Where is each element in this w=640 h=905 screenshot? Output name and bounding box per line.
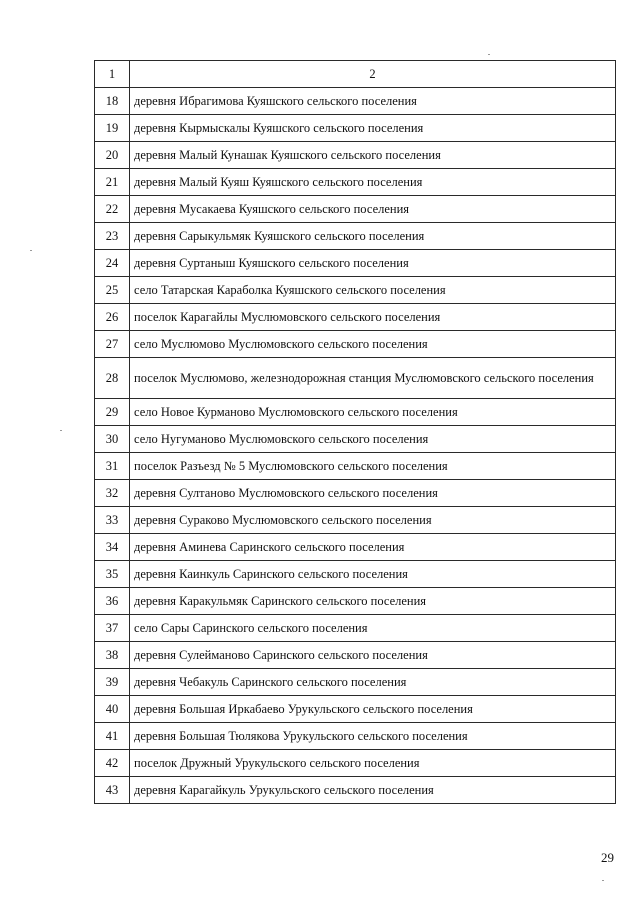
- row-number-cell: 24: [95, 250, 130, 277]
- table-row: [95, 750, 616, 777]
- settlement-name-cell: деревня Малый Кунашак Куяшского сельского поселения: [130, 142, 616, 169]
- table-row: [95, 196, 616, 223]
- table-header-row: [95, 61, 616, 88]
- row-number-cell: 35: [95, 561, 130, 588]
- row-number-cell: 40: [95, 696, 130, 723]
- settlement-name-cell: деревня Сураково Муслюмовского сельского поселения: [130, 507, 616, 534]
- settlement-name-cell: поселок Разъезд № 5 Муслюмовского сельского поселения: [130, 453, 616, 480]
- settlement-name-cell: деревня Сарыкульмяк Куяшского сельского поселения: [130, 223, 616, 250]
- row-number-cell: 36: [95, 588, 130, 615]
- settlement-name-cell: деревня Суртаныш Куяшского сельского поселения: [130, 250, 616, 277]
- row-number-cell: 43: [95, 777, 130, 804]
- settlement-name-cell: деревня Каракульмяк Саринского сельского поселения: [130, 588, 616, 615]
- table-row: [95, 588, 616, 615]
- row-number-cell: 27: [95, 331, 130, 358]
- table-row: [95, 169, 616, 196]
- table-row: [95, 642, 616, 669]
- row-number-cell: 42: [95, 750, 130, 777]
- table-row: [95, 88, 616, 115]
- table-row: [95, 507, 616, 534]
- settlement-name-cell: село Новое Курманово Муслюмовского сельского поселения: [130, 399, 616, 426]
- row-number-cell: 33: [95, 507, 130, 534]
- settlement-name-cell: деревня Султаново Муслюмовского сельского поселения: [130, 480, 616, 507]
- table-row: [95, 331, 616, 358]
- settlement-name-cell: деревня Мусакаева Куяшского сельского поселения: [130, 196, 616, 223]
- table-row: [95, 399, 616, 426]
- row-number-cell: 21: [95, 169, 130, 196]
- settlement-name-cell: село Татарская Караболка Куяшского сельского поселения: [130, 277, 616, 304]
- header-cell-name: 2: [130, 61, 616, 88]
- settlement-name-cell: деревня Чебакуль Саринского сельского поселения: [130, 669, 616, 696]
- table-row: [95, 426, 616, 453]
- row-number-cell: 37: [95, 615, 130, 642]
- settlement-name-cell: село Нугуманово Муслюмовского сельского поселения: [130, 426, 616, 453]
- table-row: [95, 480, 616, 507]
- settlement-name-cell: деревня Каинкуль Саринского сельского поселения: [130, 561, 616, 588]
- row-number-cell: 34: [95, 534, 130, 561]
- row-number-cell: 20: [95, 142, 130, 169]
- row-number-cell: 38: [95, 642, 130, 669]
- table-row: [95, 358, 616, 399]
- table-row: [95, 223, 616, 250]
- row-number-cell: 31: [95, 453, 130, 480]
- settlement-name-cell: поселок Муслюмово, железнодорожная станция Муслюмовского сельского поселения: [130, 358, 616, 399]
- table-row: [95, 115, 616, 142]
- settlement-name-cell: село Муслюмово Муслюмовского сельского поселения: [130, 331, 616, 358]
- table-row: [95, 304, 616, 331]
- row-number-cell: 28: [95, 358, 130, 399]
- settlement-name-cell: поселок Дружный Урукульского сельского поселения: [130, 750, 616, 777]
- row-number-cell: 26: [95, 304, 130, 331]
- settlement-name-cell: деревня Большая Тюлякова Урукульского сельского поселения: [130, 723, 616, 750]
- settlements-table: [94, 60, 616, 804]
- settlement-name-cell: деревня Карагайкуль Урукульского сельского поселения: [130, 777, 616, 804]
- row-number-cell: 23: [95, 223, 130, 250]
- settlement-name-cell: деревня Аминева Саринского сельского поселения: [130, 534, 616, 561]
- scan-speck: [30, 250, 32, 251]
- scan-speck: [60, 430, 62, 431]
- scan-speck: [602, 880, 604, 881]
- row-number-cell: 41: [95, 723, 130, 750]
- table-row: [95, 250, 616, 277]
- settlement-name-cell: село Сары Саринского сельского поселения: [130, 615, 616, 642]
- table-row: [95, 142, 616, 169]
- table-row: [95, 277, 616, 304]
- header-cell-number: 1: [95, 61, 130, 88]
- settlement-name-cell: деревня Сулейманово Саринского сельского поселения: [130, 642, 616, 669]
- table-row: [95, 561, 616, 588]
- table-row: [95, 696, 616, 723]
- settlement-name-cell: деревня Ибрагимова Куяшского сельского поселения: [130, 88, 616, 115]
- table-row: [95, 453, 616, 480]
- table-row: [95, 615, 616, 642]
- settlement-name-cell: поселок Карагайлы Муслюмовского сельского поселения: [130, 304, 616, 331]
- row-number-cell: 30: [95, 426, 130, 453]
- settlement-name-cell: деревня Кырмыскалы Куяшского сельского поселения: [130, 115, 616, 142]
- settlement-name-cell: деревня Большая Иркабаево Урукульского сельского поселения: [130, 696, 616, 723]
- table-row: [95, 534, 616, 561]
- row-number-cell: 39: [95, 669, 130, 696]
- row-number-cell: 22: [95, 196, 130, 223]
- row-number-cell: 25: [95, 277, 130, 304]
- row-number-cell: 29: [95, 399, 130, 426]
- row-number-cell: 18: [95, 88, 130, 115]
- table-row: [95, 777, 616, 804]
- settlement-name-cell: деревня Малый Куяш Куяшского сельского поселения: [130, 169, 616, 196]
- table-body: [95, 61, 616, 804]
- scan-speck: [488, 54, 490, 55]
- row-number-cell: 19: [95, 115, 130, 142]
- table-row: [95, 723, 616, 750]
- row-number-cell: 32: [95, 480, 130, 507]
- page-number: 29: [601, 850, 614, 865]
- table-row: [95, 669, 616, 696]
